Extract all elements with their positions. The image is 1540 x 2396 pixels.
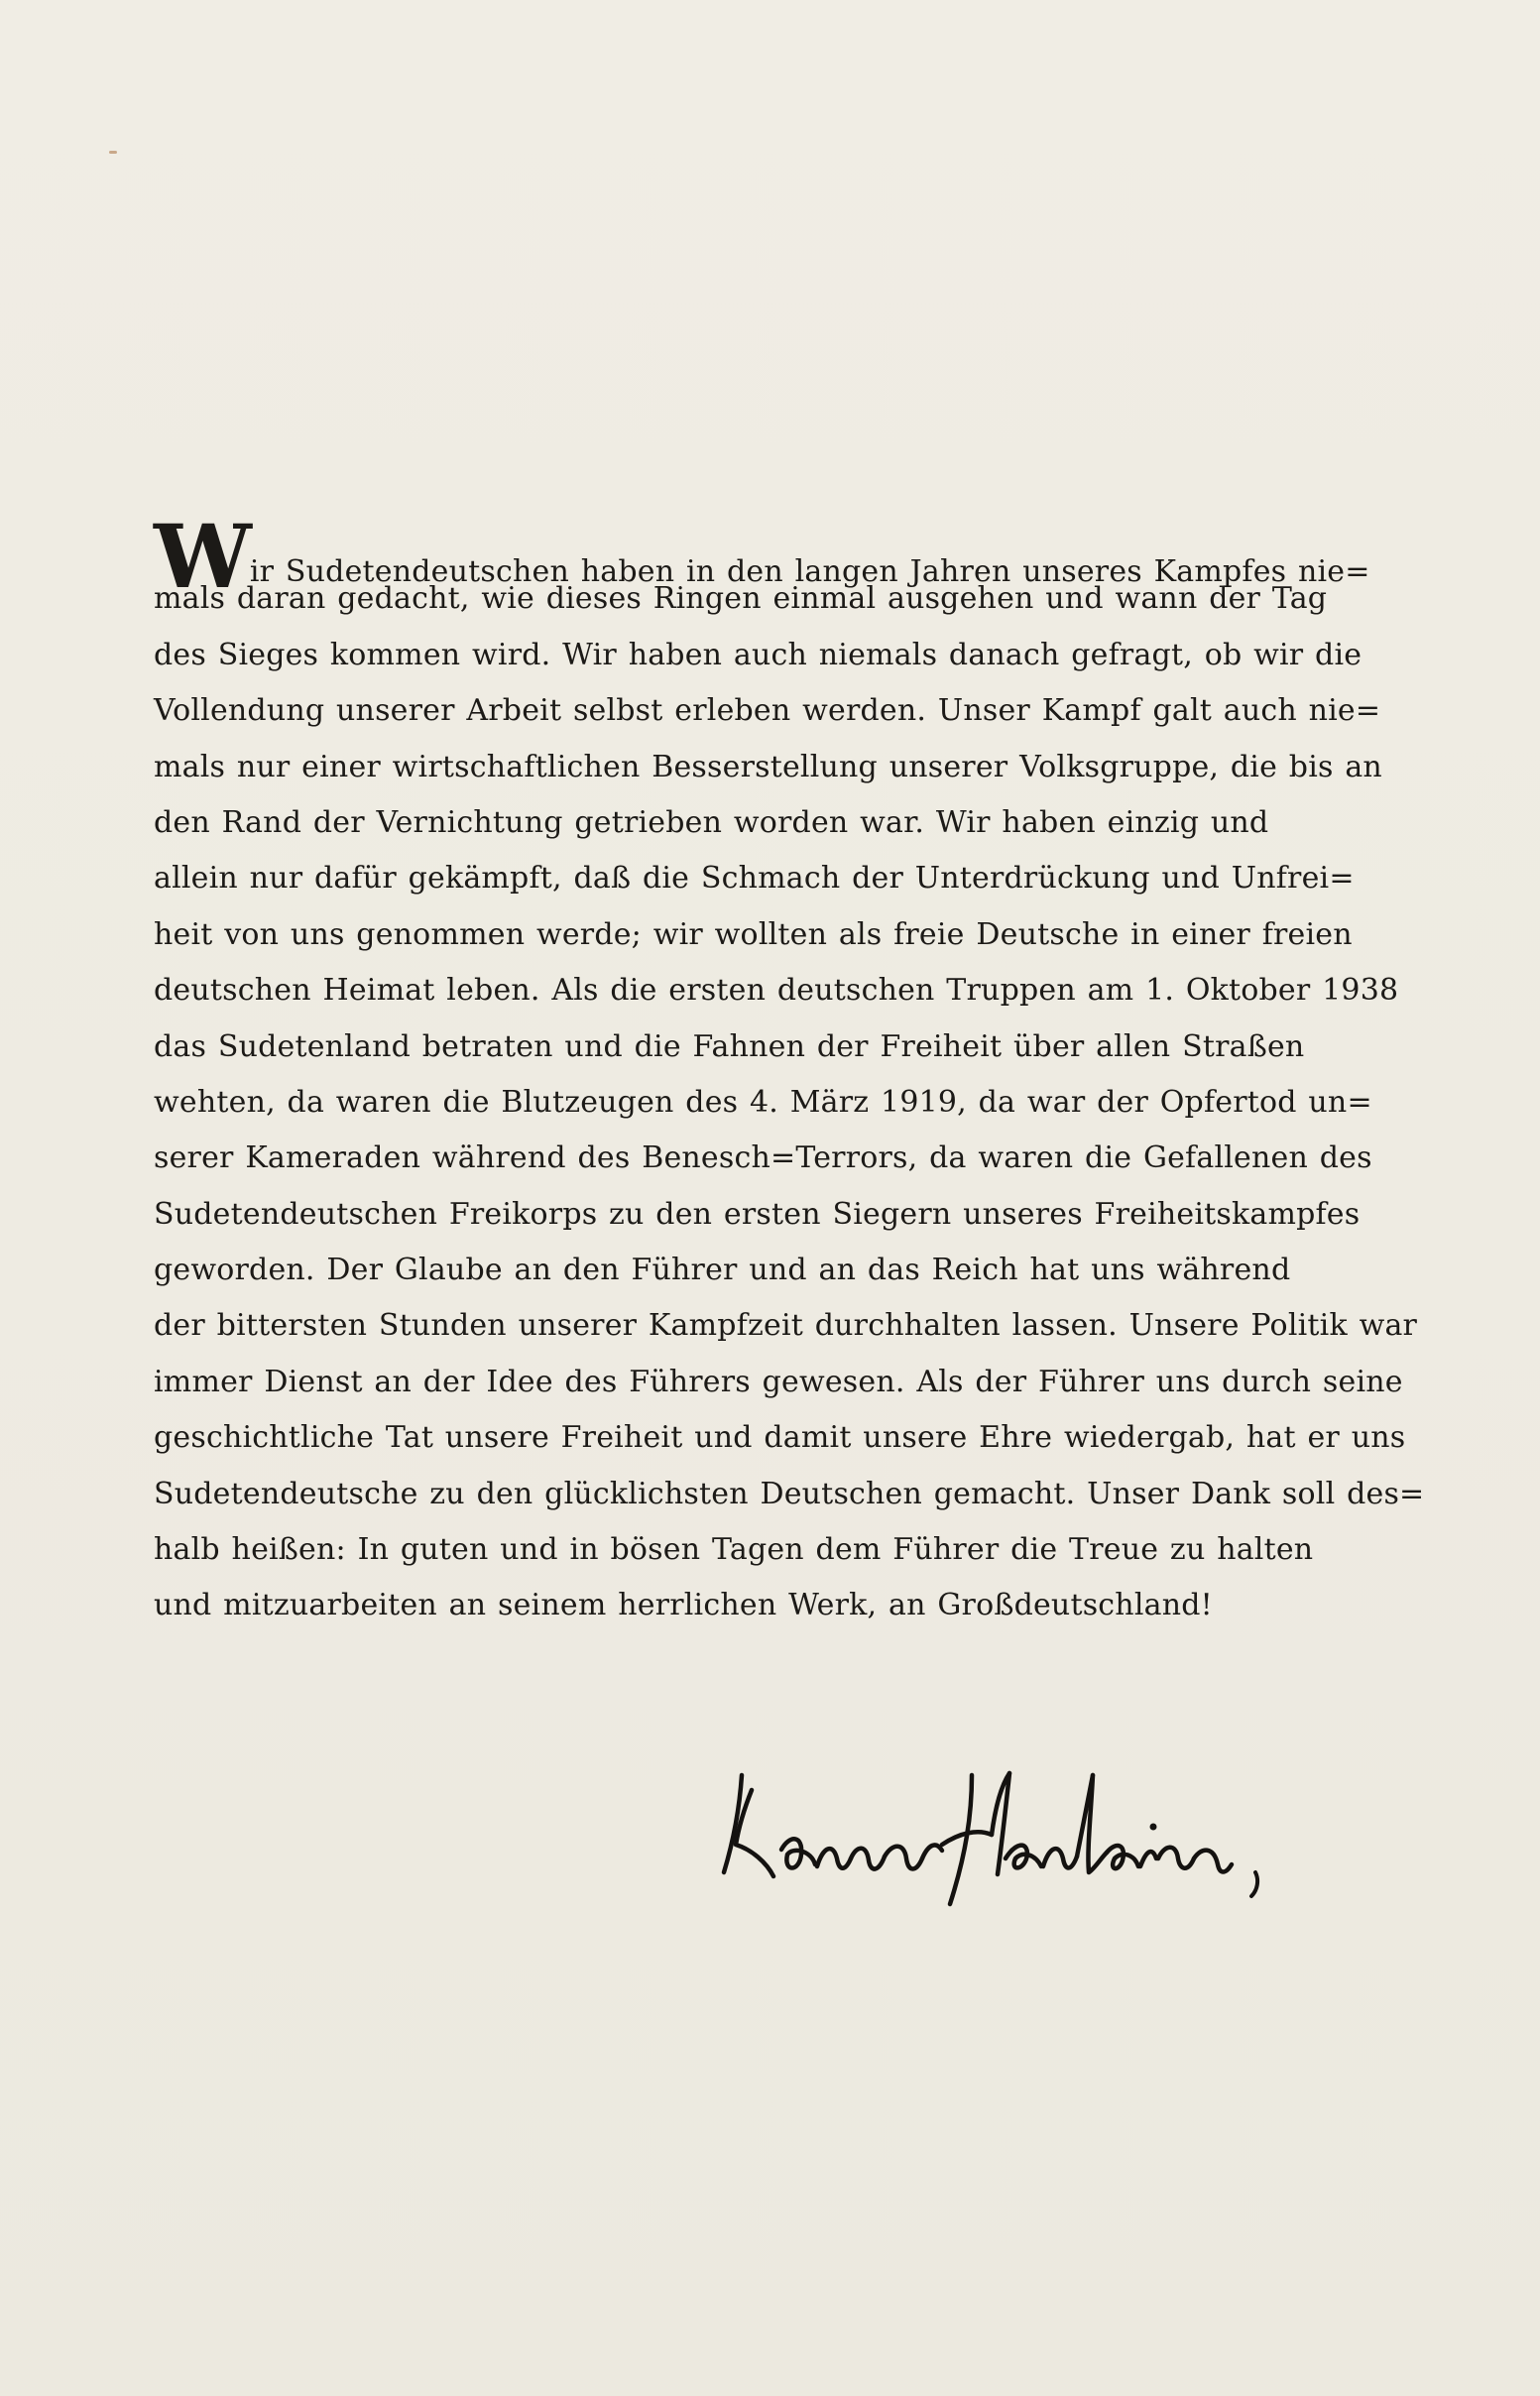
text-line-19: halb heißen: In guten und in bösen Tagen dem Führer die Treue zu halten — [154, 1532, 1314, 1568]
text-line-11: wehten, da waren die Blutzeugen des 4. März 1919, da war der Opfertod un= — [154, 1084, 1372, 1120]
first-line-text: ir Sudetendeutschen haben in den langen Jahren unseres Kampfes nie= — [249, 554, 1370, 589]
text-line-8: heit von uns genommen werde; wir wollten als freie Deutsche in einer freien — [154, 916, 1353, 952]
text-line-14: geworden. Der Glaube an den Führer und an das Reich hat uns während — [154, 1253, 1291, 1288]
text-line-12: serer Kameraden während des Benesch=Terrors, da waren die Gefallenen des — [154, 1140, 1372, 1176]
paper-speck — [109, 151, 117, 154]
drop-cap: W — [154, 505, 246, 608]
text-line-9: deutschen Heimat leben. Als die ersten deutschen Truppen am 1. Oktober 1938 — [154, 973, 1399, 1009]
text-line-16: immer Dienst an der Idee des Führers gewesen. Als der Führer uns durch seine — [154, 1364, 1403, 1399]
body-text — [154, 505, 1425, 1634]
text-line-5: mals nur einer wirtschaftlichen Besserstellung unserer Volksgruppe, die bis an — [154, 749, 1382, 784]
text-line-10: das Sudetenland betraten und die Fahnen der Freiheit über allen Straßen — [154, 1028, 1305, 1064]
text-line-17: geschichtliche Tat unsere Freiheit und damit unsere Ehre wiedergab, hat er uns — [154, 1420, 1406, 1456]
text-line-last: und mitzuarbeiten an seinem herrlichen Werk, an Großdeutschland! — [154, 1588, 1213, 1623]
text-line-13: Sudetendeutschen Freikorps zu den ersten Siegern unseres Freiheitskampfes — [154, 1196, 1361, 1232]
text-line-18: Sudetendeutsche zu den glücklichsten Deutschen gemacht. Unser Dank soll des= — [154, 1476, 1425, 1511]
text-line-4: Vollendung unserer Arbeit selbst erleben werden. Unser Kampf galt auch nie= — [154, 693, 1381, 729]
text-line-7: allein nur dafür gekämpft, daß die Schmach der Unterdrückung und Unfrei= — [154, 861, 1355, 897]
text-line-6: den Rand der Vernichtung getrieben worden war. Wir haben einzig und — [154, 804, 1269, 840]
text-line-3: des Sieges kommen wird. Wir haben auch niemals danach gefragt, ob wir die — [154, 637, 1362, 672]
text-line-2: mals daran gedacht, wie dieses Ringen einmal ausgehen und wann der Tag — [154, 581, 1328, 617]
text-line-15: der bittersten Stunden unserer Kampfzeit durchhalten lassen. Unsere Politik war — [154, 1308, 1418, 1344]
signature — [712, 1755, 1297, 1914]
